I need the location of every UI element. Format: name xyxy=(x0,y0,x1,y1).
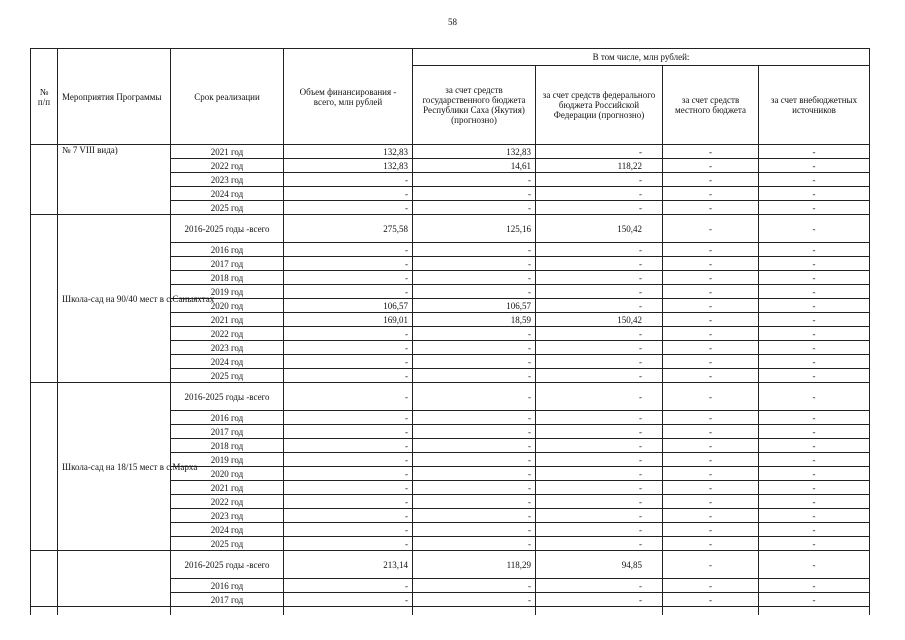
extra-cell: - xyxy=(759,187,870,201)
header-event: Мероприятия Программы xyxy=(58,49,171,145)
period-cell: 2024 год xyxy=(171,523,284,537)
period-cell: 2024 год xyxy=(171,187,284,201)
total-cell: 132,83 xyxy=(284,159,413,173)
federal-cell: - xyxy=(536,201,663,215)
total-cell: 169,01 xyxy=(284,313,413,327)
local-cell: - xyxy=(663,579,759,593)
federal-cell: - xyxy=(536,411,663,425)
row-number-cell xyxy=(31,215,58,383)
page-number: 58 xyxy=(448,17,457,27)
period-cell: 2017 год xyxy=(171,425,284,439)
extra-cell: - xyxy=(759,145,870,159)
federal-cell: - xyxy=(536,145,663,159)
extra-cell: - xyxy=(759,495,870,509)
local-cell: - xyxy=(663,509,759,523)
row-number-cell xyxy=(31,145,58,215)
table-body xyxy=(31,145,870,616)
period-cell: 2016-2025 годы -всего xyxy=(171,215,284,243)
federal-cell: - xyxy=(536,425,663,439)
federal-cell: - xyxy=(536,467,663,481)
federal-cell: - xyxy=(536,369,663,383)
local-cell: - xyxy=(663,383,759,411)
header-local: за счет средств местного бюджета xyxy=(663,66,759,145)
extra-cell: - xyxy=(759,299,870,313)
extra-cell: - xyxy=(759,467,870,481)
state-cell: - xyxy=(413,411,536,425)
local-cell: - xyxy=(663,215,759,243)
extra-cell: - xyxy=(759,355,870,369)
state-cell: - xyxy=(413,509,536,523)
local-cell: - xyxy=(663,257,759,271)
state-cell: 125,16 xyxy=(413,215,536,243)
total-cell: - xyxy=(284,579,413,593)
federal-cell: 118,22 xyxy=(536,159,663,173)
row-number-cell xyxy=(31,383,58,551)
state-cell: - xyxy=(413,173,536,187)
federal-cell: - xyxy=(536,481,663,495)
state-cell: 18,59 xyxy=(413,313,536,327)
header-extra: за счет внебюджетных источников xyxy=(759,66,870,145)
state-cell: - xyxy=(413,327,536,341)
federal-cell: - xyxy=(536,579,663,593)
local-cell: - xyxy=(663,467,759,481)
local-cell: - xyxy=(663,327,759,341)
table-continuation xyxy=(31,607,870,616)
header-volume: Объем финансирования - всего, млн рублей xyxy=(284,49,413,145)
state-cell: 118,29 xyxy=(413,551,536,579)
state-cell: - xyxy=(413,481,536,495)
federal-cell: - xyxy=(536,523,663,537)
federal-cell: - xyxy=(536,187,663,201)
header-no: № п/п xyxy=(31,49,58,145)
total-cell: - xyxy=(284,425,413,439)
state-cell: - xyxy=(413,383,536,411)
period-cell: 2020 год xyxy=(171,299,284,313)
period-cell: 2022 год xyxy=(171,159,284,173)
extra-cell: - xyxy=(759,215,870,243)
federal-cell: - xyxy=(536,439,663,453)
state-cell: - xyxy=(413,495,536,509)
local-cell: - xyxy=(663,201,759,215)
local-cell: - xyxy=(663,537,759,551)
state-cell: - xyxy=(413,257,536,271)
extra-cell: - xyxy=(759,439,870,453)
local-cell: - xyxy=(663,369,759,383)
total-cell: - xyxy=(284,481,413,495)
period-cell: 2025 год xyxy=(171,369,284,383)
total-cell: - xyxy=(284,467,413,481)
summary-row xyxy=(31,215,870,243)
total-cell: - xyxy=(284,285,413,299)
state-cell: 14,61 xyxy=(413,159,536,173)
period-cell: 2016-2025 годы -всего xyxy=(171,551,284,579)
event-name: № 7 VIII вида) xyxy=(58,145,171,215)
total-cell: - xyxy=(284,411,413,425)
total-cell: - xyxy=(284,271,413,285)
federal-cell: - xyxy=(536,271,663,285)
budget-table xyxy=(30,48,870,615)
federal-cell: - xyxy=(536,285,663,299)
federal-cell: 94,85 xyxy=(536,551,663,579)
period-cell: 2017 год xyxy=(171,593,284,607)
federal-cell: - xyxy=(536,537,663,551)
extra-cell: - xyxy=(759,257,870,271)
state-cell: - xyxy=(413,285,536,299)
period-cell: 2023 год xyxy=(171,509,284,523)
extra-cell: - xyxy=(759,425,870,439)
federal-cell: - xyxy=(536,299,663,313)
total-cell: - xyxy=(284,187,413,201)
continuation-cell xyxy=(759,607,870,616)
header-term: Срок реализации xyxy=(171,49,284,145)
state-cell: - xyxy=(413,425,536,439)
total-cell: - xyxy=(284,341,413,355)
extra-cell: - xyxy=(759,453,870,467)
extra-cell: - xyxy=(759,341,870,355)
federal-cell: - xyxy=(536,383,663,411)
period-cell: 2016 год xyxy=(171,243,284,257)
state-cell: - xyxy=(413,355,536,369)
total-cell: - xyxy=(284,369,413,383)
state-cell: - xyxy=(413,593,536,607)
local-cell: - xyxy=(663,453,759,467)
local-cell: - xyxy=(663,481,759,495)
period-cell: 2025 год xyxy=(171,201,284,215)
period-cell: 2016 год xyxy=(171,411,284,425)
row-number-cell xyxy=(31,551,58,607)
period-cell: 2016 год xyxy=(171,579,284,593)
header-including: В том числе, млн рублей: xyxy=(413,49,870,66)
extra-cell: - xyxy=(759,509,870,523)
state-cell: - xyxy=(413,523,536,537)
total-cell: - xyxy=(284,243,413,257)
period-cell: 2020 год xyxy=(171,467,284,481)
federal-cell: - xyxy=(536,509,663,523)
period-cell: 2018 год xyxy=(171,439,284,453)
extra-cell: - xyxy=(759,383,870,411)
period-cell: 2016-2025 годы -всего xyxy=(171,383,284,411)
period-cell: 2022 год xyxy=(171,495,284,509)
extra-cell: - xyxy=(759,159,870,173)
federal-cell: - xyxy=(536,243,663,257)
summary-row xyxy=(31,383,870,411)
state-cell: - xyxy=(413,187,536,201)
period-cell: 2023 год xyxy=(171,173,284,187)
period-cell: 2019 год xyxy=(171,453,284,467)
total-cell: - xyxy=(284,173,413,187)
event-name: Школа-сад на 90/40 мест в с.Саныяхтах xyxy=(58,215,171,383)
local-cell: - xyxy=(663,313,759,327)
federal-cell: - xyxy=(536,355,663,369)
continuation-cell xyxy=(663,607,759,616)
state-cell: - xyxy=(413,369,536,383)
total-cell: - xyxy=(284,523,413,537)
total-cell: - xyxy=(284,593,413,607)
extra-cell: - xyxy=(759,579,870,593)
continuation-cell xyxy=(58,607,171,616)
total-cell: - xyxy=(284,453,413,467)
period-cell: 2017 год xyxy=(171,257,284,271)
event-name xyxy=(58,551,171,607)
period-cell: 2024 год xyxy=(171,355,284,369)
period-cell: 2025 год xyxy=(171,537,284,551)
local-cell: - xyxy=(663,145,759,159)
local-cell: - xyxy=(663,173,759,187)
state-cell: 106,57 xyxy=(413,299,536,313)
header-federal: за счет средств федерального бюджета Российской Федерации (прогнозно) xyxy=(536,66,663,145)
state-cell: - xyxy=(413,271,536,285)
state-cell: - xyxy=(413,439,536,453)
extra-cell: - xyxy=(759,243,870,257)
continuation-cell xyxy=(536,607,663,616)
continuation-cell xyxy=(284,607,413,616)
state-cell: - xyxy=(413,467,536,481)
extra-cell: - xyxy=(759,523,870,537)
header-state: за счет средств государственного бюджета Республики Саха (Якутия) (прогнозно) xyxy=(413,66,536,145)
period-cell: 2021 год xyxy=(171,145,284,159)
extra-cell: - xyxy=(759,271,870,285)
local-cell: - xyxy=(663,187,759,201)
federal-cell: - xyxy=(536,341,663,355)
total-cell: - xyxy=(284,355,413,369)
extra-cell: - xyxy=(759,327,870,341)
federal-cell: - xyxy=(536,495,663,509)
state-cell: - xyxy=(413,453,536,467)
state-cell: - xyxy=(413,201,536,215)
total-cell: - xyxy=(284,537,413,551)
continuation-cell xyxy=(31,607,58,616)
local-cell: - xyxy=(663,411,759,425)
continuation-cell xyxy=(413,607,536,616)
extra-cell: - xyxy=(759,173,870,187)
local-cell: - xyxy=(663,285,759,299)
local-cell: - xyxy=(663,243,759,257)
federal-cell: - xyxy=(536,257,663,271)
local-cell: - xyxy=(663,355,759,369)
extra-cell: - xyxy=(759,369,870,383)
total-cell: - xyxy=(284,509,413,523)
total-cell: - xyxy=(284,257,413,271)
total-cell: 132,83 xyxy=(284,145,413,159)
period-cell: 2018 год xyxy=(171,271,284,285)
federal-cell: - xyxy=(536,593,663,607)
local-cell: - xyxy=(663,439,759,453)
total-cell: 275,58 xyxy=(284,215,413,243)
extra-cell: - xyxy=(759,411,870,425)
extra-cell: - xyxy=(759,537,870,551)
period-cell: 2021 год xyxy=(171,481,284,495)
extra-cell: - xyxy=(759,481,870,495)
local-cell: - xyxy=(663,593,759,607)
total-cell: - xyxy=(284,327,413,341)
total-cell: - xyxy=(284,439,413,453)
period-cell: 2022 год xyxy=(171,327,284,341)
local-cell: - xyxy=(663,523,759,537)
total-cell: - xyxy=(284,383,413,411)
extra-cell: - xyxy=(759,285,870,299)
state-cell: - xyxy=(413,243,536,257)
federal-cell: 150,42 xyxy=(536,215,663,243)
federal-cell: - xyxy=(536,453,663,467)
total-cell: - xyxy=(284,201,413,215)
total-cell: 213,14 xyxy=(284,551,413,579)
total-cell: - xyxy=(284,495,413,509)
local-cell: - xyxy=(663,159,759,173)
continuation-cell xyxy=(171,607,284,616)
state-cell: - xyxy=(413,579,536,593)
state-cell: - xyxy=(413,341,536,355)
period-cell: 2023 год xyxy=(171,341,284,355)
local-cell: - xyxy=(663,425,759,439)
period-cell: 2021 год xyxy=(171,313,284,327)
total-cell: 106,57 xyxy=(284,299,413,313)
local-cell: - xyxy=(663,341,759,355)
local-cell: - xyxy=(663,495,759,509)
federal-cell: - xyxy=(536,173,663,187)
extra-cell: - xyxy=(759,551,870,579)
summary-row xyxy=(31,551,870,579)
event-name: Школа-сад на 18/15 мест в с.Марха xyxy=(58,383,171,551)
state-cell: - xyxy=(413,537,536,551)
table-row xyxy=(31,145,870,159)
extra-cell: - xyxy=(759,593,870,607)
extra-cell: - xyxy=(759,201,870,215)
period-cell: 2019 год xyxy=(171,285,284,299)
local-cell: - xyxy=(663,271,759,285)
federal-cell: - xyxy=(536,327,663,341)
federal-cell: 150,42 xyxy=(536,313,663,327)
state-cell: 132,83 xyxy=(413,145,536,159)
local-cell: - xyxy=(663,551,759,579)
extra-cell: - xyxy=(759,313,870,327)
local-cell: - xyxy=(663,299,759,313)
